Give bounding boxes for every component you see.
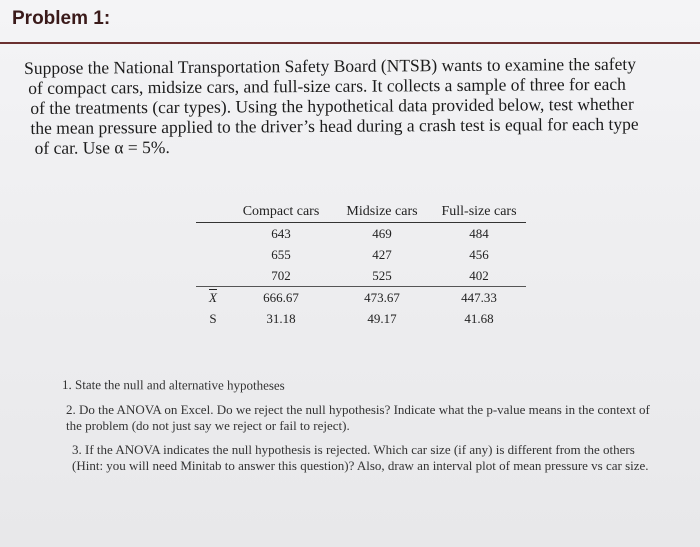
table-cell: 484 [469,225,489,241]
table-row [196,223,526,245]
row-label [196,244,230,265]
row-label [196,265,230,287]
statement-line: of compact cars, midsize cars, and full-size cars. It collects a sample of three for each [28,73,626,98]
table-row [196,244,526,265]
mean-cell: 666.67 [230,287,332,309]
row-label [196,223,230,245]
question-list [62,378,652,482]
statement-line: the mean pressure applied to the driver’s head during a crash test is equal for each type [30,113,639,138]
question-2: 2. Do the ANOVA on Excel. Do we reject the null hypothesis? Indicate what the p-value means in the context of the problem (do not just say we reject or fail to reject). [66,402,650,433]
mean-cell: 473.67 [332,287,432,309]
col-header-fullsize: Full-size cars [432,204,526,223]
table-cell: 456 [469,246,489,262]
table-cell: 655 [271,246,291,262]
col-header-midsize: Midsize cars [332,204,432,223]
question-3: 3. If the ANOVA indicates the null hypothesis is rejected. Which car size (if any) is different from the others (Hint: you will need Minitab to answer this question)? Also, draw an interval plot of mean pressure vs car size. [72,442,649,473]
mean-row [196,287,526,309]
table-cell: 525 [372,267,392,283]
mean-cell: 447.33 [432,287,526,309]
table-cell: 702 [271,267,291,283]
problem-statement [24,53,697,158]
sd-row [196,308,526,329]
statement-line: Suppose the National Transportation Safety Board (NTSB) wants to examine the safety [24,53,637,78]
table-cell: 402 [469,267,489,283]
table-cell: 469 [372,225,392,241]
col-header-compact: Compact cars [230,204,332,223]
sd-cell: 41.68 [464,310,494,326]
sd-cell: 49.17 [367,310,397,326]
mean-label [196,287,230,309]
table-header-row [196,204,526,223]
sd-cell: 31.18 [266,310,296,326]
statement-line: of car. Use α = 5%. [34,136,170,158]
table-cell: 643 [271,225,291,241]
problem-title: Problem 1: [12,8,111,29]
title-divider [0,42,700,44]
xbar-symbol: $\overline{X}$ [209,289,217,305]
pressure-data-table [196,204,526,329]
stat-label-header [196,204,230,223]
table-row [196,265,526,287]
question-1: 1. State the null and alternative hypotheses [61,376,285,393]
table-cell: 427 [372,246,392,262]
sd-label: S [209,310,217,326]
statement-line: of the treatments (car types). Using the hypothetical data provided below, test whether [30,93,634,118]
